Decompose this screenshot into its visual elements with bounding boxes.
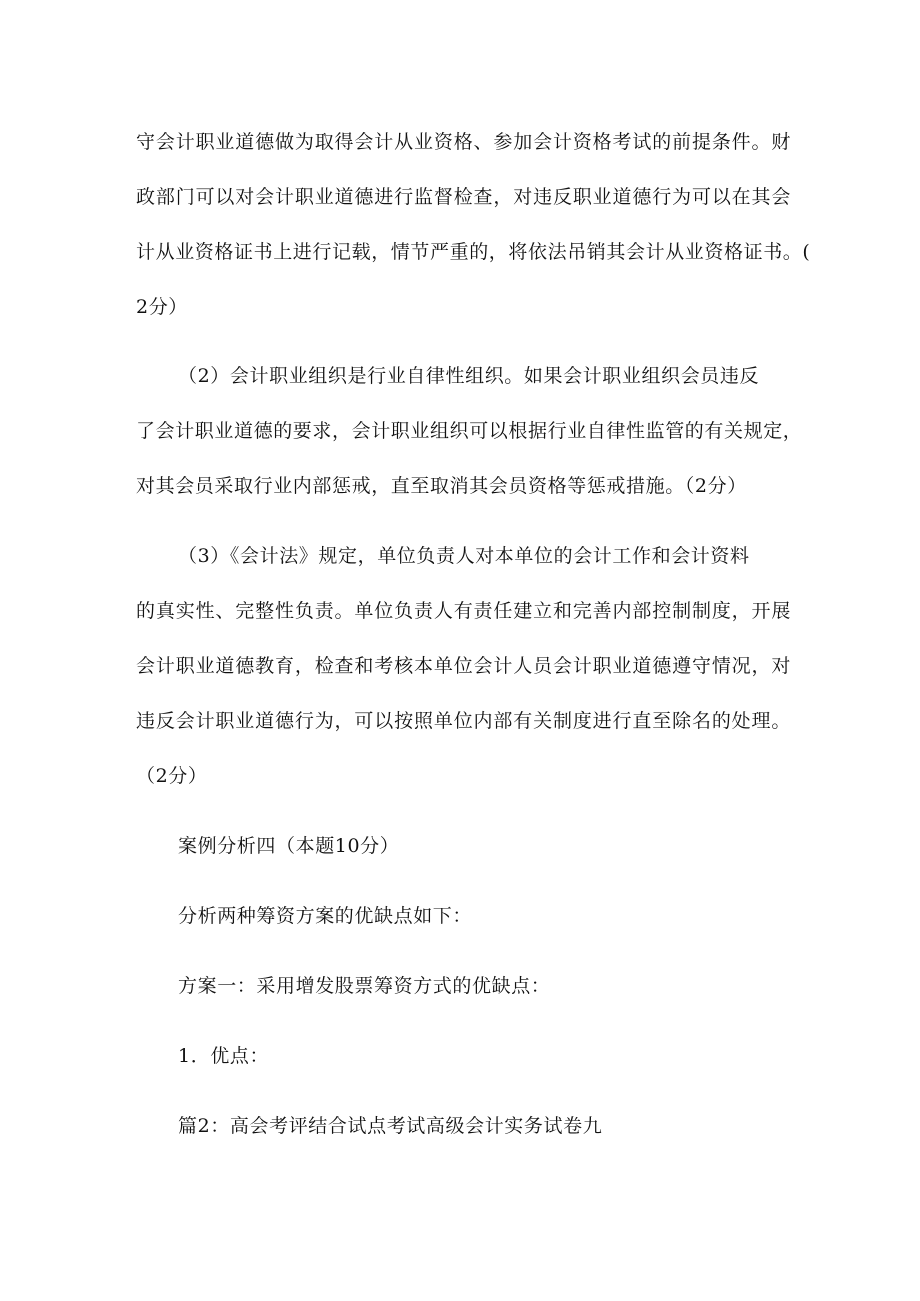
analysis-intro: 分析两种筹资方案的优缺点如下： [178, 905, 473, 927]
paragraph-2-line-3: 对其会员采取行业内部惩戒，直至取消其会员资格等惩戒措施。（2分） [136, 475, 747, 497]
paragraph-1-line-3: 计从业资格证书上进行记载，情节严重的，将依法吊销其会计从业资格证书。( [136, 241, 811, 263]
paragraph-3-line-3: 会计职业道德教育，检查和考核本单位会计人员会计职业道德遵守情况，对 [136, 655, 791, 677]
paragraph-3-line-2: 的真实性、完整性负责。单位负责人有责任建立和完善内部控制制度，开展 [136, 600, 791, 622]
paragraph-3-line-1: （3）《会计法》规定，单位负责人对本单位的会计工作和会计资料 [178, 545, 750, 567]
paragraph-3-line-5: （2分） [136, 765, 208, 787]
paragraph-1-line-2: 政部门可以对会计职业道德进行监督检查，对违反职业道德行为可以在其会 [136, 186, 791, 208]
chapter-title: 篇2：高会考评结合试点考试高级会计实务试卷九 [178, 1115, 603, 1137]
plan-one-heading: 方案一：采用增发股票筹资方式的优缺点： [178, 975, 551, 997]
paragraph-1-line-1: 守会计职业道德做为取得会计从业资格、参加会计资格考试的前提条件。财 [136, 131, 791, 153]
advantages-heading: 1．优点： [178, 1045, 270, 1067]
paragraph-1-line-4: 2分） [136, 296, 188, 318]
paragraph-3-line-4: 违反会计职业道德行为，可以按照单位内部有关制度进行直至除名的处理。 [136, 710, 791, 732]
paragraph-2-line-2: 了会计职业道德的要求，会计职业组织可以根据行业自律性监管的有关规定， [136, 420, 803, 442]
case-analysis-heading: 案例分析四（本题10分） [178, 835, 400, 857]
paragraph-2-line-1: （2）会计职业组织是行业自律性组织。如果会计职业组织会员违反 [178, 365, 760, 387]
